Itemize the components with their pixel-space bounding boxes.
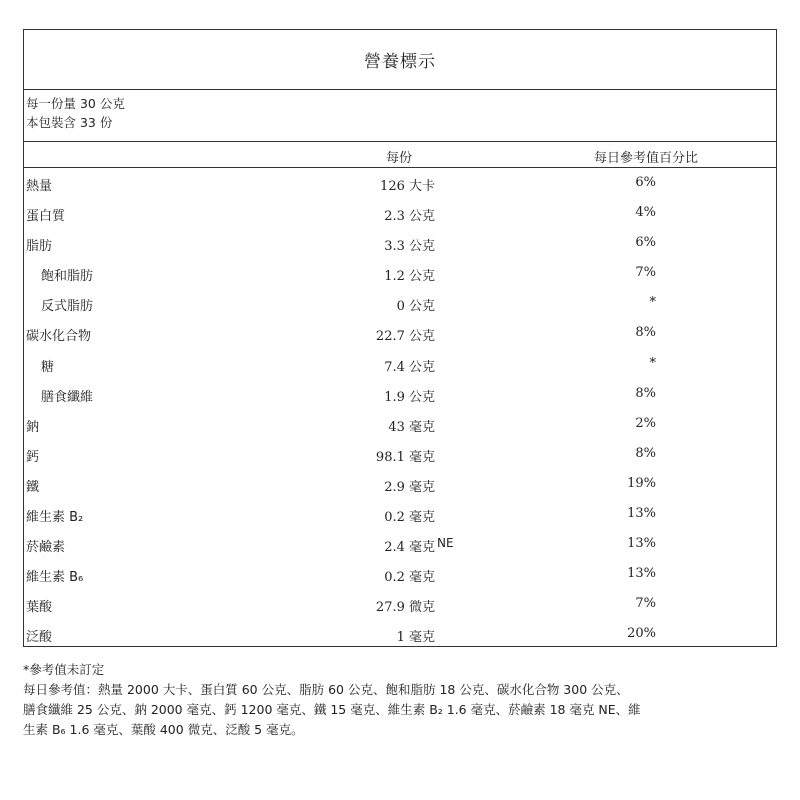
nutrient-amount: 98.1 毫克 [375, 449, 435, 465]
nutrient-name: 脂肪 [26, 239, 53, 255]
nutrient-amount: 43 毫克 [388, 419, 435, 435]
nutrient-row [24, 318, 776, 348]
nutrient-row [24, 258, 776, 288]
nutrient-row [24, 288, 776, 318]
nutrient-name: 飽和脂肪 [41, 269, 94, 285]
nutrient-daily-value: 8% [635, 445, 656, 461]
nutrient-row [24, 469, 776, 499]
nutrient-daily-value: 8% [635, 385, 656, 401]
nutrient-daily-value: 7% [635, 265, 656, 281]
nutrient-row [24, 529, 776, 559]
nutrient-name: 鐵 [26, 479, 40, 495]
nutrient-name: 菸鹼素 [26, 540, 66, 556]
footnote-reference-line: 膳食纖維 25 公克、鈉 2000 毫克、鈣 1200 毫克、鐵 15 毫克、維生素 B₂ 1.6 毫克、菸鹼素 18 毫克 NE、維 [23, 702, 641, 717]
nutrient-amount: 7.4 公克 [384, 359, 435, 375]
nutrient-daily-value: 6% [635, 235, 656, 251]
per-serving-header: 每份 [386, 151, 413, 166]
serving-size: 每一份量 30 公克 [26, 96, 125, 111]
nutrient-daily-value: 8% [635, 325, 656, 341]
nutrient-name: 膳食纖維 [41, 389, 94, 405]
nutrient-name: 蛋白質 [26, 209, 66, 225]
nutrient-row [24, 168, 776, 198]
nutrient-name: 鈣 [26, 449, 40, 465]
nutrient-daily-value: * [649, 355, 656, 371]
serving-info [24, 90, 776, 142]
nutrient-name: 葉酸 [26, 600, 53, 616]
nutrient-name: 維生素 B₆ [26, 570, 84, 586]
nutrient-row [24, 499, 776, 529]
column-header [24, 142, 776, 168]
nutrient-name: 碳水化合物 [26, 329, 92, 345]
nutrient-row [24, 349, 776, 379]
nutrient-daily-value: 7% [635, 596, 656, 612]
footnote-reference-line: 生素 B₆ 1.6 毫克、葉酸 400 微克、泛酸 5 毫克。 [23, 722, 304, 737]
panel-title: 營養標示 [24, 30, 776, 90]
nutrient-amount: 0.2 毫克 [384, 570, 435, 586]
nutrient-amount: 3.3 公克 [384, 239, 435, 255]
nutrient-row [24, 379, 776, 409]
nutrient-amount: 126 大卡 [380, 179, 435, 194]
nutrient-daily-value: 13% [627, 536, 656, 552]
daily-value-header: 每日參考值百分比 [594, 151, 699, 166]
nutrient-daily-value: 13% [627, 506, 656, 522]
footnote-reference-line: 每日參考值：熱量 2000 大卡、蛋白質 60 公克、脂肪 60 公克、飽和脂肪 18 公克、碳水化合物 300 公克、 [23, 682, 629, 697]
nutrient-daily-value: 20% [627, 626, 656, 642]
nutrient-daily-value: 19% [627, 475, 656, 491]
nutrient-row [24, 198, 776, 228]
footnote-undetermined: *參考值未訂定 [23, 662, 105, 677]
nutrient-row [24, 559, 776, 589]
servings-per-package: 本包裝含 33 份 [26, 115, 113, 130]
nutrient-row [24, 228, 776, 258]
nutrient-daily-value: 6% [635, 175, 656, 190]
nutrient-amount: 1.2 公克 [384, 269, 435, 285]
nutrient-name: 熱量 [26, 179, 53, 194]
nutrient-row [24, 619, 776, 649]
nutrient-row [24, 589, 776, 619]
nutrient-amount: 1.9 公克 [384, 389, 435, 405]
nutrient-name: 糖 [41, 359, 55, 375]
nutrient-row [24, 439, 776, 469]
nutrient-amount-unit-suffix: NE [437, 536, 454, 551]
nutrient-table [24, 168, 776, 650]
nutrient-name: 鈉 [26, 419, 40, 435]
nutrient-row [24, 409, 776, 439]
nutrient-amount: 2.3 公克 [384, 209, 435, 225]
nutrient-daily-value: 13% [627, 566, 656, 582]
nutrient-amount: 22.7 公克 [375, 329, 435, 345]
nutrient-amount: 2.4 毫克 [384, 540, 435, 556]
nutrient-name: 反式脂肪 [41, 299, 94, 315]
nutrient-amount: 0 公克 [396, 299, 435, 315]
nutrient-name: 泛酸 [26, 630, 53, 646]
nutrient-name: 維生素 B₂ [26, 510, 84, 526]
nutrient-amount: 0.2 毫克 [384, 510, 435, 526]
nutrient-amount: 2.9 毫克 [384, 479, 435, 495]
footnotes [23, 660, 783, 740]
nutrient-amount: 1 毫克 [396, 630, 435, 646]
nutrient-daily-value: 4% [635, 205, 656, 221]
nutrition-facts-panel [23, 29, 777, 647]
nutrient-daily-value: 2% [635, 415, 656, 431]
nutrient-daily-value: * [649, 295, 656, 311]
nutrient-amount: 27.9 微克 [375, 600, 435, 616]
